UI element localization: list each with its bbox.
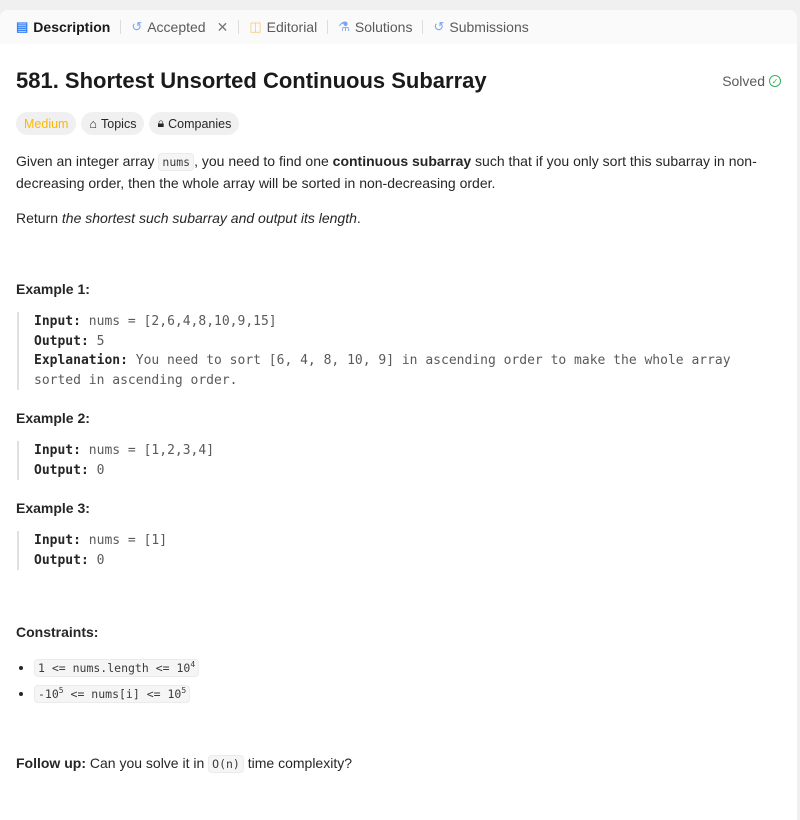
description-paragraph: Return the shortest such subarray and output its length. [16,210,361,226]
tab-label: Editorial [266,19,318,35]
tab-label: Submissions [449,19,529,35]
follow-up: Follow up: Can you solve it in O(n) time complexity? [16,755,353,771]
check-circle-icon: ✓ [769,75,781,87]
companies-button[interactable] [149,112,239,135]
divider [120,20,121,34]
solved-status [722,73,781,89]
inline-code: nums [158,153,194,171]
divider [238,20,239,34]
example-block: Input: nums = [2,6,4,8,10,9,15] Output: 5 Explanation: You need to sort [6, 4, 8, 10, 9] in ascending order to make the whole array sorted in ascending order. [17,312,781,390]
topics-button[interactable] [81,112,144,135]
constraints-heading: Constraints: [16,624,99,640]
companies-label: Companies [168,116,232,131]
difficulty-badge: Medium [16,112,76,135]
example-heading: Example 2: [16,410,90,426]
status-text: Solved [722,73,765,89]
tab-bar [0,10,797,44]
history-icon: ↺ [433,19,445,34]
problem-title-row [16,68,781,94]
tab-label: Description [33,19,111,35]
problem-panel [0,10,797,820]
constraints-list [16,659,781,701]
topics-label: Topics [101,116,137,131]
close-icon[interactable]: ✕ [216,18,229,35]
tag-icon: ⌂ [89,116,98,131]
tab-accepted[interactable] [127,19,232,36]
lock-icon: 🔒︎ [157,116,165,130]
document-icon: ▤ [16,19,29,34]
example-block: Input: nums = [1] Output: 0 [17,531,781,570]
description-paragraph: Given an integer array nums , you need to find one continuous subarray such that if you only sort this subarray in non-decreasing order, then the whole array will be sorted in non-decreasing order. [16,153,757,191]
flask-icon: ⚗ [338,19,350,34]
tab-label: Accepted [147,19,206,35]
example-heading: Example 3: [16,500,90,516]
tab-editorial[interactable] [245,19,321,35]
example-block: Input: nums = [1,2,3,4] Output: 0 [17,441,781,480]
divider [327,20,328,34]
problem-title[interactable]: 581. Shortest Unsorted Continuous Subarray [16,68,487,93]
book-icon: ◫ [249,19,262,34]
history-icon: ↺ [131,19,143,34]
tab-submissions[interactable] [429,19,532,35]
tab-description[interactable] [12,19,114,35]
example-heading: Example 1: [16,281,90,297]
tag-chips [16,112,781,135]
constraint-item: • $-10^5$ <= nums[i] <= $10^5$ [34,685,781,701]
constraint-item: • 1 <= nums.length <= $10^4$ [34,659,781,675]
divider [422,20,423,34]
tab-label: Solutions [354,19,413,35]
tab-solutions[interactable] [334,19,416,35]
